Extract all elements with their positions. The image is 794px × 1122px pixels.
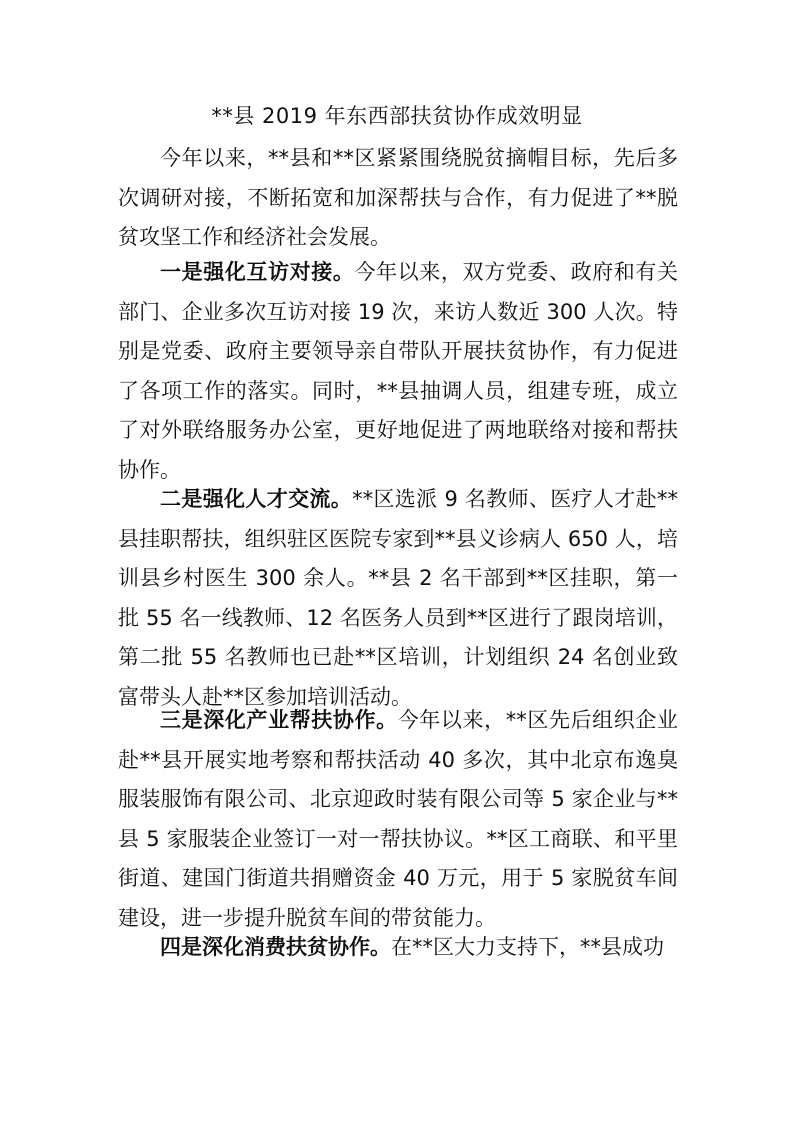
paragraph-visits-body: 今年以来，双方党委、政府和有关部门、企业多次互访对接 19 次，来访人数近 300 人次。特别是党委、政府主要领导亲自带队开展扶贫协作，有力促进了各项工作的落实。同时，**县抽调人员，组建专班，成立了对外联络服务办公室，更好地促进了两地联络对接和帮扶协作。 [118,260,679,482]
paragraph-consumption [118,928,678,968]
paragraph-visits-lead: 一是强化互访对接。 [160,260,355,284]
paragraph-industry-lead: 三是深化产业帮扶协作。 [160,708,398,732]
paragraph-talent-body: **区选派 9 名教师、医疗人才赴**县挂职帮扶，组织驻区医院专家到**县义诊病人 650 人，培训县乡村医生 300 余人。**县 2 名干部到**区挂职，第一批 55 名一线教师、12 名医务人员到**区进行了跟岗培训，第二批 55 名教师也已赴**区培训，计划组织 24 名创业致富带头人赴**区参加培训活动。 [118,487,678,709]
paragraph-visits [118,253,678,490]
paragraph-consumption-lead: 四是深化消费扶贫协作。 [160,935,391,959]
paragraph-intro [118,139,678,258]
paragraph-industry-body: 今年以来，**区先后组织企业赴**县开展实地考察和帮扶活动 40 多次，其中北京布逸臭服装服饰有限公司、北京迎政时装有限公司等 5 家企业与**县 5 家服装企业签订一对一帮扶协议。**区工商联、和平里街道、建国门街道共捐赠资金 40 万元，用于 5 家脱贫车间建设，进一步提升脱贫车间的带贫能力。 [118,708,679,930]
paragraph-talent-lead: 二是强化人才交流。 [160,487,353,511]
paragraph-consumption-body: 在**区大力支持下，**县成功 [391,935,664,959]
paragraph-intro-body: 今年以来，**县和**区紧紧围绕脱贫摘帽目标，先后多次调研对接，不断拓宽和加深帮扶与合作，有力促进了**脱贫攻坚工作和经济社会发展。 [118,146,678,249]
document-title: **县 2019 年东西部扶贫协作成效明显 [211,104,583,128]
paragraph-industry [118,701,678,938]
paragraph-talent [118,480,678,717]
